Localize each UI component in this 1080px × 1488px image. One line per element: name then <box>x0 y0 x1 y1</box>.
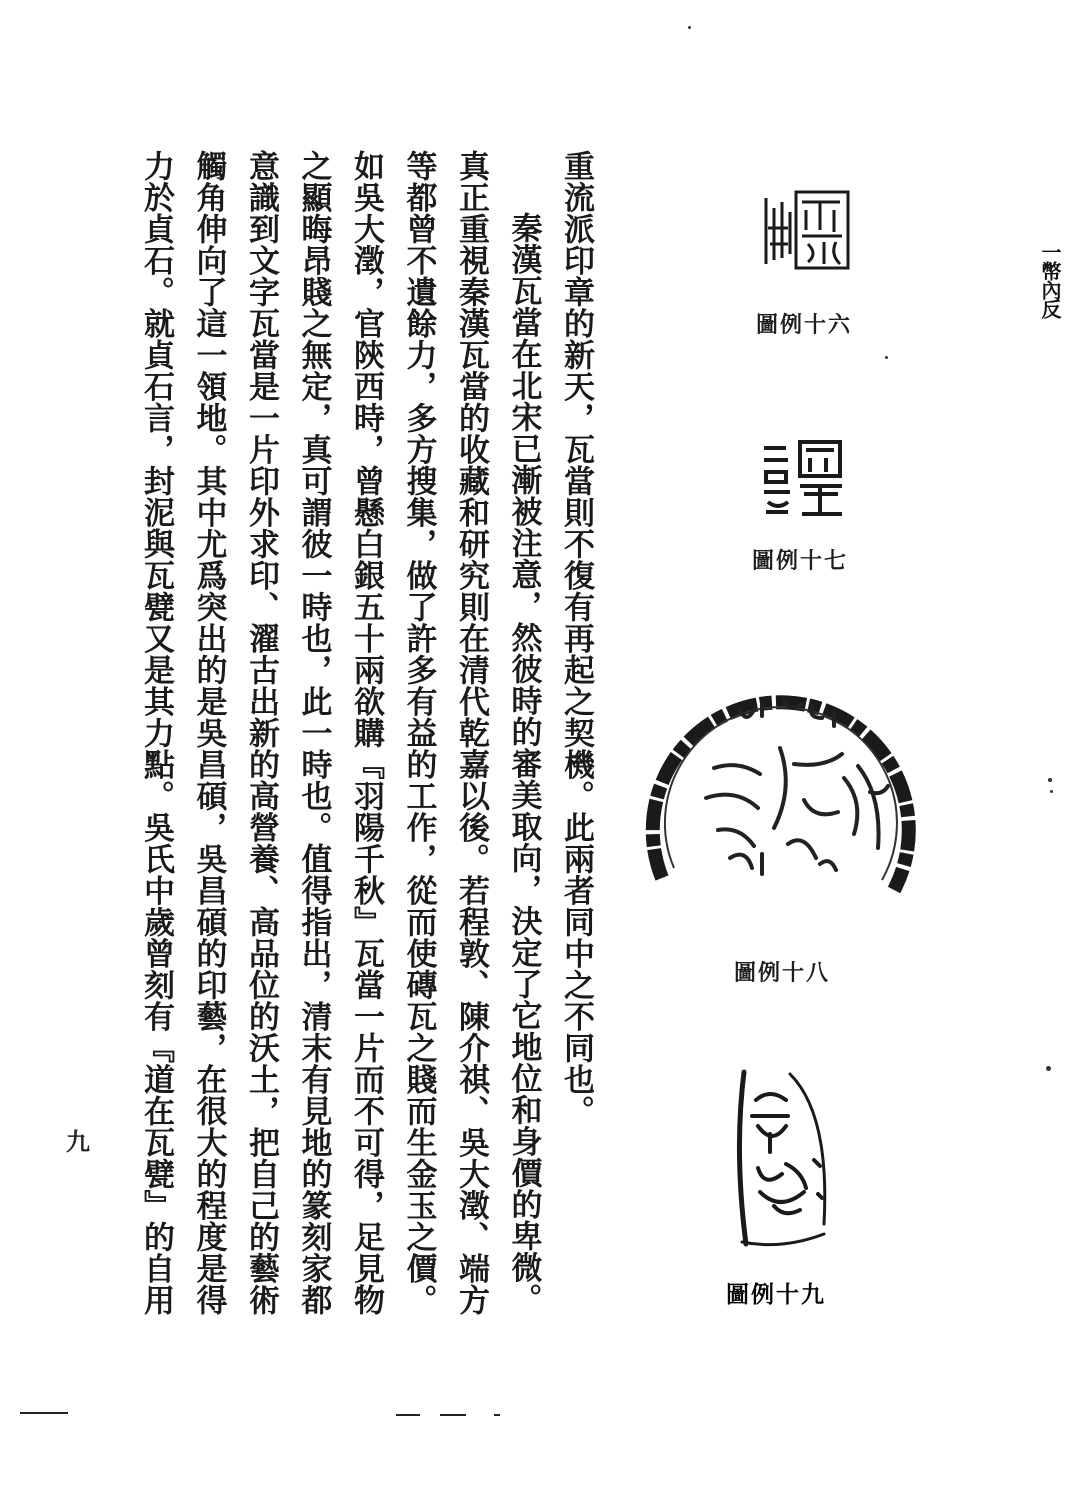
margin-annotation: 一幣內反 <box>1038 242 1062 318</box>
scan-speck <box>688 26 691 29</box>
footer-rule <box>20 1412 68 1414</box>
scan-speck <box>1046 1066 1051 1071</box>
paragraph: 秦漢瓦當在北宋已漸被注意，然彼時的審美取向，決定了它地位和身價的卑微。真正重視秦漢瓦當的收藏和研究則在清代乾嘉以後。若程敦、陳介祺、吳大澂、端方等都曾不遺餘力，多方搜集，做了許多有益的工作，從而使磚瓦之賤而生金玉之價。如吳大澂，官陝西時，曾懸白銀五十兩欲購『羽陽千秋』瓦當一片而不可得，足見物之顯晦昂賤之無定，真可謂彼一時也，此一時也。值得指出，清末有見地的篆刻家都意識到文字瓦當是一片印外求印、濯古出新的高營養、高品位的沃土，把自己的藝術觸角伸向了這一領地。其中尤爲突出的是吳昌碩，吳昌碩的印藝，在很大的程度是得力於貞石。就貞石言，封泥與瓦甓又是其力點。吳氏中歲曾刻有『道在瓦甓』的自用 <box>138 150 542 1316</box>
page-number: 九 <box>66 1127 90 1156</box>
figure-caption: 圖例十八 <box>734 960 831 986</box>
figure-caption: 圖例十七 <box>752 548 849 574</box>
scan-mark <box>494 1414 500 1416</box>
square-seal-icon <box>760 436 846 520</box>
scan-speck <box>885 356 888 359</box>
round-tile-seal-icon <box>644 668 924 916</box>
oval-seal-icon <box>730 1064 834 1250</box>
paragraph: 重流派印章的新天，瓦當則不復有再起之契機。此兩者同中之不同也。 <box>558 150 594 1127</box>
figure-caption: 圖例十六 <box>756 312 853 338</box>
square-seal-icon <box>762 188 854 274</box>
body-text <box>112 150 602 1330</box>
scan-mark <box>440 1414 466 1416</box>
figure-caption: 圖例十九 <box>726 1281 826 1308</box>
scan-mark <box>396 1414 420 1416</box>
scan-speck <box>1050 790 1053 793</box>
scan-speck <box>1048 778 1052 782</box>
